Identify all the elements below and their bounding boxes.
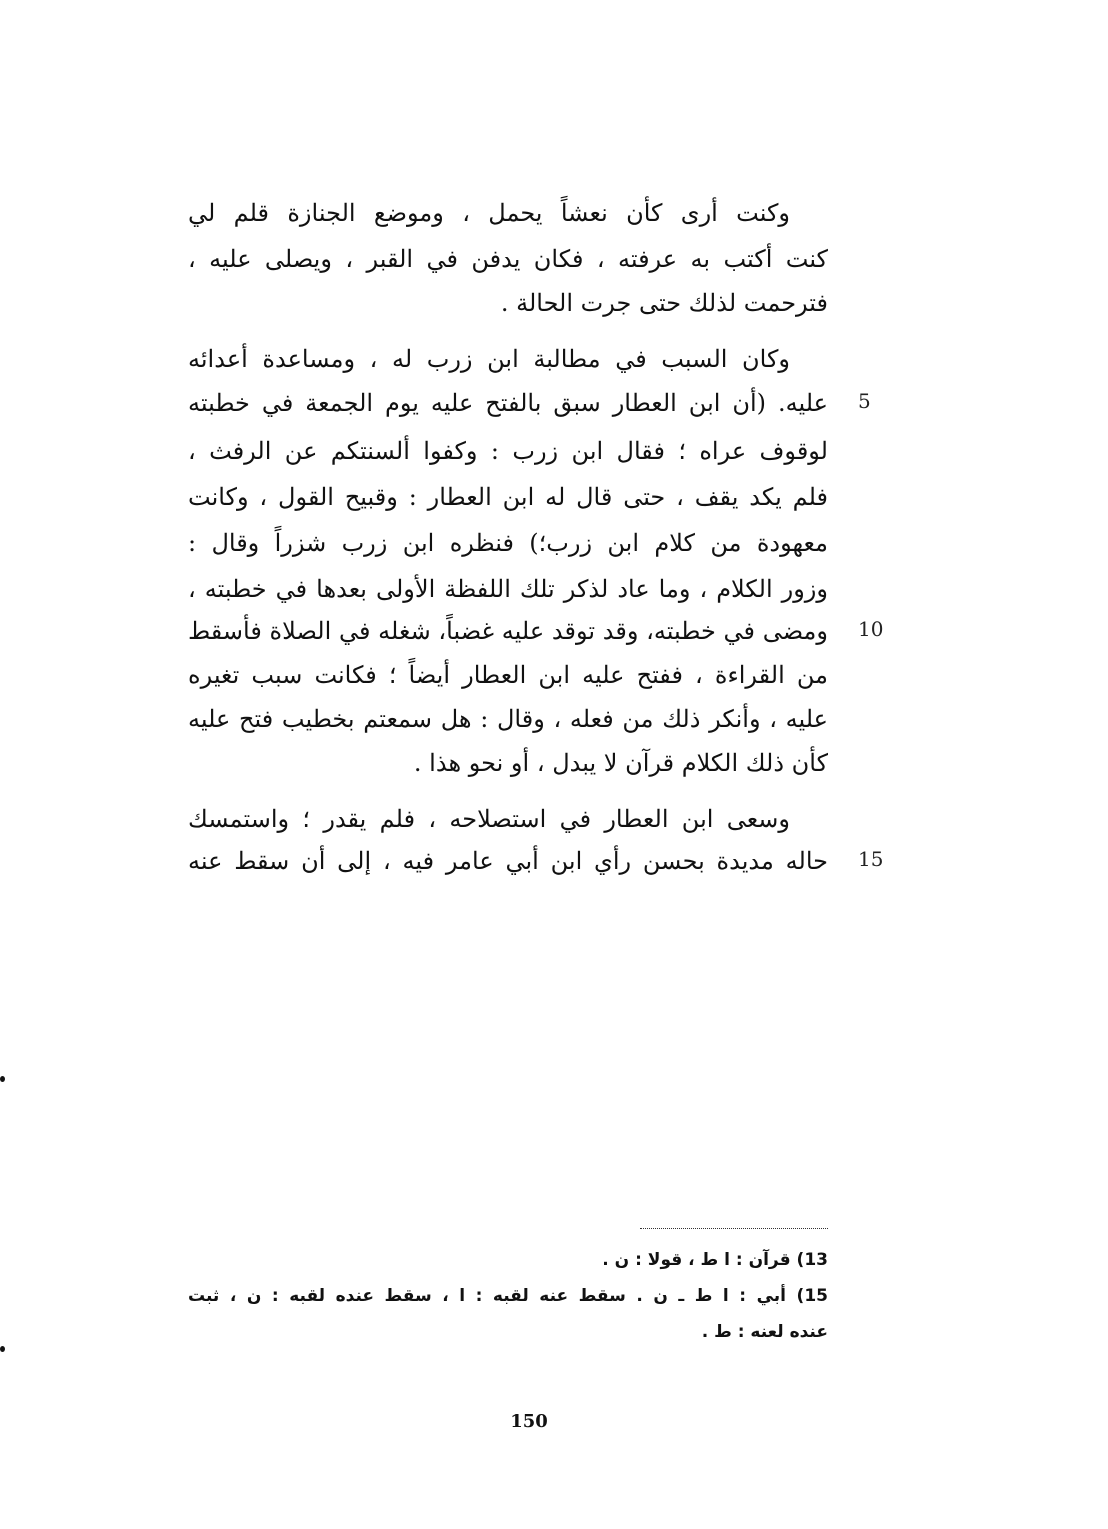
text-line: من القراءة ، ففتح عليه ابن العطار أيضاً ؛ فكانت سبب تغيره	[188, 661, 828, 689]
line-number: 5	[858, 389, 871, 413]
text-line: فترحمت لذلك حتى جرت الحالة .	[500, 289, 828, 317]
text-line: فلم يكد يقف ، حتى قال له ابن العطار : وقبيح القول ، وكانت	[188, 483, 828, 511]
text-line: حاله مديدة بحسن رأي ابن أبي عامر فيه ، إلى أن سقط عنه	[188, 847, 828, 875]
text-line: وكان السبب في مطالبة ابن زرب له ، ومساعدة أعدائه	[188, 345, 790, 373]
text-line: كنت أكتب به عرفته ، فكان يدفن في القبر ، ويصلى عليه ،	[188, 245, 828, 273]
footnote-separator	[640, 1228, 828, 1229]
scan-speck	[0, 1076, 5, 1082]
text-line: وكنت أرى كأن نعشاً يحمل ، وموضع الجنازة قلم لي	[188, 199, 790, 227]
text-line: عليه ، وأنكر ذلك من فعله ، وقال : هل سمعتم بخطيب فتح عليه	[188, 705, 828, 733]
text-line: كأن ذلك الكلام قرآن لا يبدل ، أو نحو هذا .	[413, 749, 828, 777]
footnote: 13) قرآن : ا ط ، قولا : ن .	[602, 1250, 828, 1270]
text-line: لوقوف عراه ؛ فقال ابن زرب : وكفوا ألسنتكم عن الرفث ،	[188, 437, 828, 465]
text-line: ومضى في خطبته، وقد توقد عليه غضباً، شغله في الصلاة فأسقط	[188, 617, 828, 645]
scan-speck	[0, 1346, 5, 1352]
footnote: عنده لعنه : ط .	[701, 1322, 828, 1342]
line-number: 15	[858, 847, 884, 871]
line-number: 10	[858, 617, 884, 641]
page-number: 150	[510, 1411, 548, 1432]
text-line: معهودة من كلام ابن زرب؛) فنظره ابن زرب شزراً وقال :	[188, 529, 828, 557]
text-line: وسعى ابن العطار في استصلاحه ، فلم يقدر ؛ واستمسك	[188, 805, 790, 833]
text-line: وزور الكلام ، وما عاد لذكر تلك اللفظة الأولى بعدها في خطبته ،	[188, 575, 828, 603]
footnote: 15) أبي : ا ط ـ ن . سقط عنه لقبه : ا ، سقط عنده لقبه : ن ، ثبت	[188, 1286, 828, 1306]
text-line: عليه. (أن ابن العطار سبق بالفتح عليه يوم الجمعة في خطبته	[188, 389, 828, 417]
